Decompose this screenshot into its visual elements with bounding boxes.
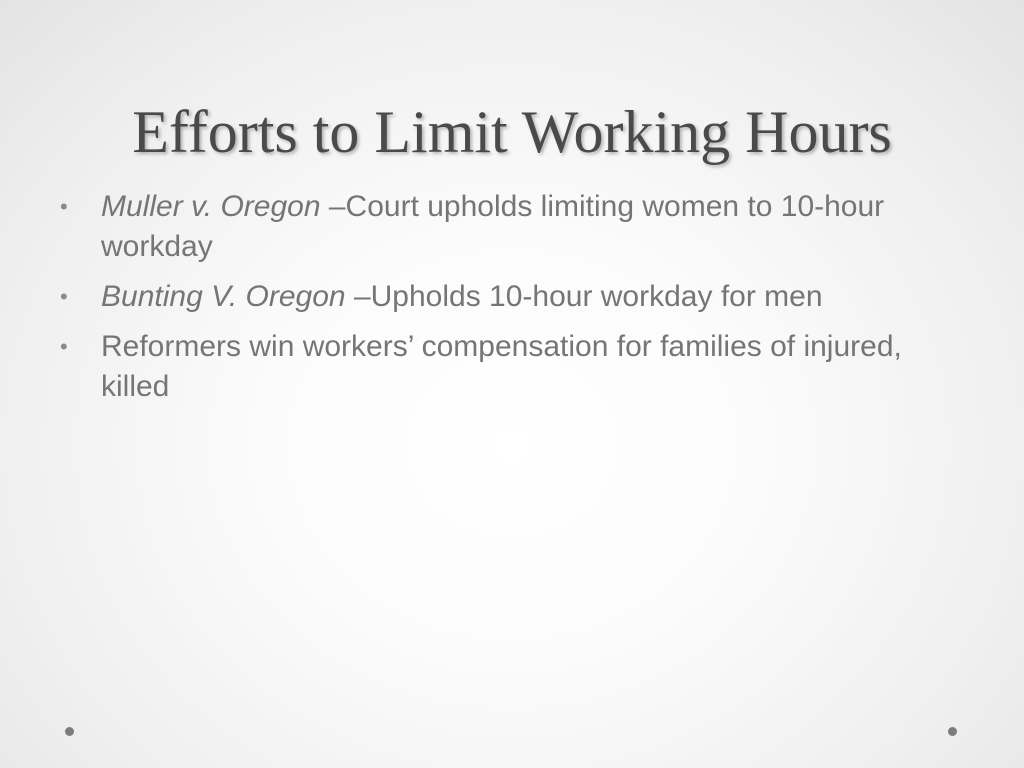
bullet-marker: • [60, 194, 68, 219]
corner-dot-right [948, 727, 957, 736]
bullet-text: –Upholds 10-hour workday for men [345, 280, 823, 313]
bullet-item-bunting [60, 277, 960, 317]
bullet-item-muller [60, 187, 960, 267]
case-name: Bunting V. Oregon [101, 280, 346, 313]
bullet-list [60, 187, 960, 417]
bullet-marker: • [60, 334, 68, 359]
bullet-text: Reformers win workers’ compensation for families of injured, killed [101, 330, 902, 403]
slide-title: Efforts to Limit Working Hours [132, 99, 892, 165]
bullet-marker: • [60, 284, 68, 309]
case-name: Muller v. Oregon [101, 190, 321, 223]
corner-dot-left [65, 727, 74, 736]
bullet-item-compensation [60, 327, 960, 407]
bullet-text: –Court upholds limiting women to 10-hour workday [101, 190, 885, 263]
